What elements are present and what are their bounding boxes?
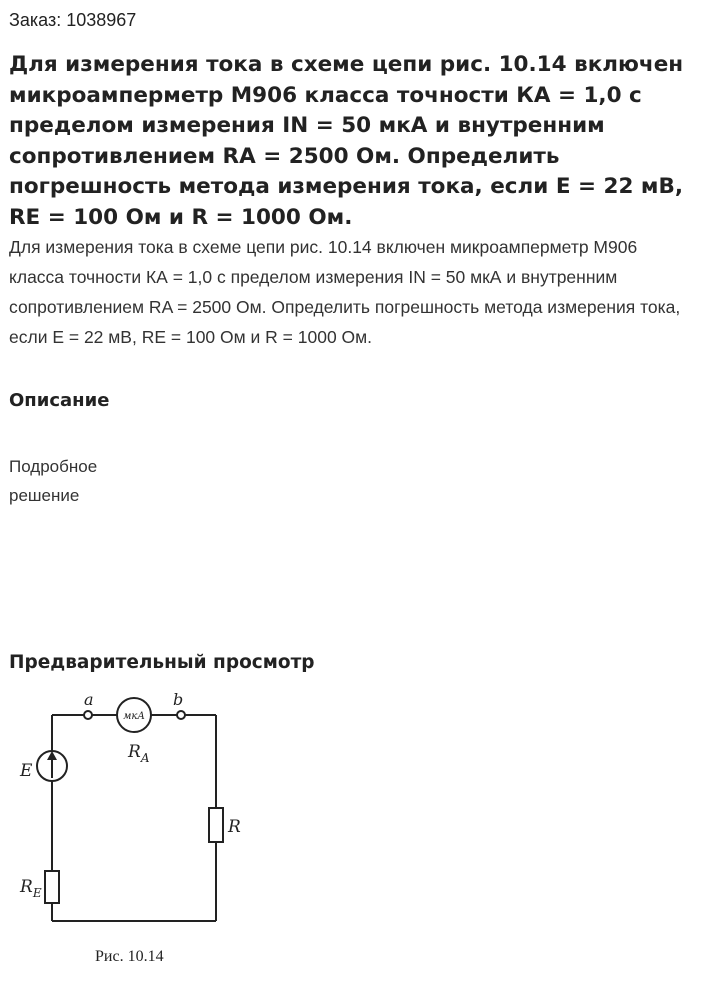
node-a-label: a bbox=[84, 690, 94, 709]
node-b-label: b bbox=[173, 690, 184, 709]
preview-heading: Предварительный просмотр bbox=[9, 652, 315, 673]
task-title: Для измерения тока в схеме цепи рис. 10.14 включен микроамперметр М906 класса точности КА = 1,0 с пределом измерения IN = 50 мкА и внутренним сопротивлением RA = 2500 Ом. Определить погрешность метода измерения тока, если E = 22 мВ, RE = 100 Ом и R = 1000 Ом. bbox=[9, 52, 684, 230]
terminal-a bbox=[84, 711, 92, 719]
source-label: E bbox=[20, 761, 33, 781]
resistor-r bbox=[209, 808, 223, 842]
resistor-re bbox=[45, 871, 59, 903]
ra-label: $R_A$ bbox=[128, 742, 150, 765]
resistor-r-label: R bbox=[228, 817, 241, 837]
microammeter-label: мкА bbox=[123, 711, 145, 722]
circuit-diagram bbox=[0, 685, 701, 985]
resistor-re-label: $R_E$ bbox=[20, 877, 42, 900]
terminal-b bbox=[177, 711, 185, 719]
task-text: Для измерения тока в схеме цепи рис. 10.14 включен микроамперметр М906 класса точности КА = 1,0 с пределом измерения IN = 50 мкА и внутренним сопротивлением RA = 2500 Ом. Определить погрешность метода измерения тока, если E = 22 мВ, RE = 100 Ом и R = 1000 Ом. bbox=[9, 237, 681, 347]
description-text: Подробное решение bbox=[9, 457, 98, 505]
figure-caption: Рис. 10.14 bbox=[95, 948, 164, 965]
order-number: Заказ: 1038967 bbox=[9, 10, 137, 30]
description-heading: Описание bbox=[9, 390, 110, 411]
